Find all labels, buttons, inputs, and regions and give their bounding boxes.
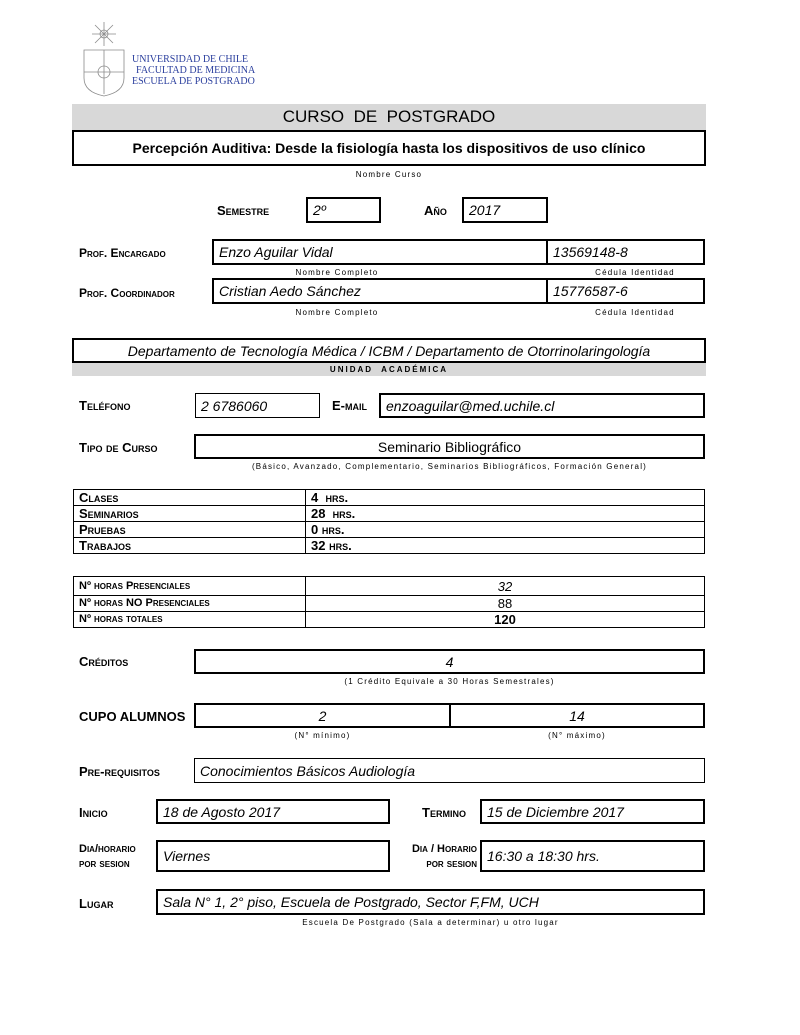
lugar-label: Lugar	[79, 896, 114, 911]
hora-field[interactable]	[480, 840, 705, 872]
prof-encargado-name: Enzo Aguilar Vidal	[219, 244, 333, 260]
cupo-max-value: 14	[569, 707, 585, 724]
totals-table	[73, 576, 705, 628]
institution-line: ESCUELA DE POSTGRADO	[132, 76, 255, 87]
hours-table	[73, 489, 705, 554]
tipo-curso-label: Tipo de Curso	[79, 440, 158, 455]
id-caption: Cédula Identidad	[595, 308, 675, 317]
hours-label: Pruebas	[74, 522, 306, 538]
anio-value: 2017	[469, 202, 501, 218]
tipo-curso-field[interactable]	[194, 434, 705, 459]
tipo-curso-value: Seminario Bibliográfico	[377, 438, 522, 455]
totals-label: Nº horas Presenciales	[74, 577, 306, 596]
prof-coordinador-id-field[interactable]	[546, 278, 705, 304]
page-title	[72, 104, 706, 130]
creditos-field[interactable]	[194, 649, 705, 674]
hours-value[interactable]: 0 hrs.	[306, 522, 705, 538]
cupo-max-field[interactable]	[449, 703, 705, 728]
institution-line: UNIVERSIDAD DE CHILE	[132, 54, 249, 65]
prerequisitos-field[interactable]	[194, 758, 705, 783]
lugar-value: Sala N° 1, 2° piso, Escuela de Postgrado, Sector F,FM, UCH	[163, 894, 539, 910]
cupo-min-field[interactable]	[194, 703, 451, 728]
prerequisitos-label: Pre-requisitos	[79, 764, 160, 779]
hours-value[interactable]: 32 hrs.	[306, 538, 705, 554]
hours-value[interactable]: 28 hrs.	[306, 506, 705, 522]
dia-value: Viernes	[163, 848, 211, 864]
prof-encargado-id-field[interactable]	[546, 239, 705, 265]
unidad-academica-field[interactable]	[72, 338, 706, 363]
semestre-value: 2º	[313, 202, 326, 218]
email-value: enzoaguilar@med.uchile.cl	[386, 397, 555, 414]
prof-coordinador-id: 15776587-6	[553, 283, 628, 299]
table-row	[74, 506, 705, 522]
telefono-field[interactable]	[195, 393, 320, 418]
institution-line: FACULTAD DE MEDICINA	[136, 65, 256, 76]
institution-name	[132, 54, 255, 87]
table-row	[74, 612, 705, 628]
unidad-academica-value: Departamento de Tecnología Médica / ICBM / Departamento de Otorrinolaringología	[127, 342, 651, 359]
prof-coordinador-name: Cristian Aedo Sánchez	[219, 283, 361, 299]
inicio-label: Inicio	[79, 805, 108, 820]
semestre-field[interactable]	[306, 197, 381, 223]
totals-label: Nº horas totales	[74, 612, 306, 628]
inicio-value: 18 de Agosto 2017	[163, 803, 281, 820]
prof-coordinador-name-field[interactable]	[212, 278, 548, 304]
table-row	[74, 490, 705, 506]
totals-label: Nº horas NO Presenciales	[74, 596, 306, 612]
email-field[interactable]	[379, 393, 705, 418]
telefono-value: 2 6786060	[201, 397, 268, 414]
cupo-label: CUPO ALUMNOS	[79, 709, 186, 724]
lugar-caption: Escuela De Postgrado (Sala a determinar) u otro lugar	[302, 918, 559, 927]
hours-label: Seminarios	[74, 506, 306, 522]
creditos-caption: (1 Crédito Equivale a 30 Horas Semestrales)	[344, 677, 555, 686]
semestre-label: Semestre	[217, 203, 270, 218]
course-name-value: Percepción Auditiva: Desde la fisiología hasta los dispositivos de uso clínico	[132, 140, 646, 156]
hours-value[interactable]: 4 hrs.	[306, 490, 705, 506]
cupo-min-caption: (N° mínimo)	[294, 731, 351, 740]
hours-label: Clases	[74, 490, 306, 506]
anio-field[interactable]	[462, 197, 548, 223]
email-label: E-mail	[332, 398, 367, 413]
creditos-value: 4	[445, 653, 454, 670]
dia-horario-label-line: Dia/horario	[79, 843, 136, 855]
cupo-min-value: 2	[318, 707, 327, 724]
termino-label: Termino	[422, 805, 466, 820]
unidad-academica-caption	[72, 363, 706, 376]
course-name-field[interactable]	[72, 130, 706, 166]
prof-encargado-name-field[interactable]	[212, 239, 548, 265]
lugar-field[interactable]	[156, 889, 705, 915]
prof-encargado-id: 13569148-8	[553, 244, 628, 260]
totals-value[interactable]: 88	[306, 596, 705, 612]
table-row	[74, 577, 705, 596]
table-row	[74, 596, 705, 612]
table-row	[74, 538, 705, 554]
hora-label-line: Dia / Horario	[411, 843, 477, 855]
prof-encargado-label: Prof. Encargado	[79, 246, 166, 260]
course-name-caption: Nombre Curso	[355, 170, 423, 179]
dia-horario-label-line: por sesion	[79, 858, 130, 870]
hours-label: Trabajos	[74, 538, 306, 554]
dia-field[interactable]	[156, 840, 390, 872]
id-caption: Cédula Identidad	[595, 268, 675, 277]
hora-value: 16:30 a 18:30 hrs.	[487, 848, 600, 864]
dia-horario-label	[79, 842, 136, 872]
page-title-text: CURSO DE POSTGRADO	[282, 107, 496, 126]
cupo-max-caption: (N° máximo)	[548, 731, 606, 740]
tipo-curso-caption: (Básico, Avanzado, Complementario, Seminarios Bibliográficos, Formación General)	[251, 462, 648, 471]
totals-value[interactable]: 32	[306, 577, 705, 596]
termino-field[interactable]	[480, 799, 705, 824]
termino-value: 15 de Diciembre 2017	[487, 803, 624, 820]
hora-label	[392, 842, 477, 872]
inicio-field[interactable]	[156, 799, 390, 824]
name-caption: Nombre Completo	[295, 268, 379, 277]
university-crest-icon	[80, 20, 128, 98]
prerequisitos-value: Conocimientos Básicos Audiología	[200, 762, 416, 779]
anio-label: Año	[424, 203, 447, 218]
totals-value[interactable]: 120	[306, 612, 705, 628]
telefono-label: Teléfono	[79, 398, 131, 413]
name-caption: Nombre Completo	[295, 308, 379, 317]
creditos-label: Créditos	[79, 654, 129, 669]
hora-label-line: por sesion	[426, 858, 477, 870]
prof-coordinador-label: Prof. Coordinador	[79, 286, 175, 300]
unidad-academica-caption-text: UNIDAD ACADÉMICA	[329, 365, 449, 374]
table-row	[74, 522, 705, 538]
